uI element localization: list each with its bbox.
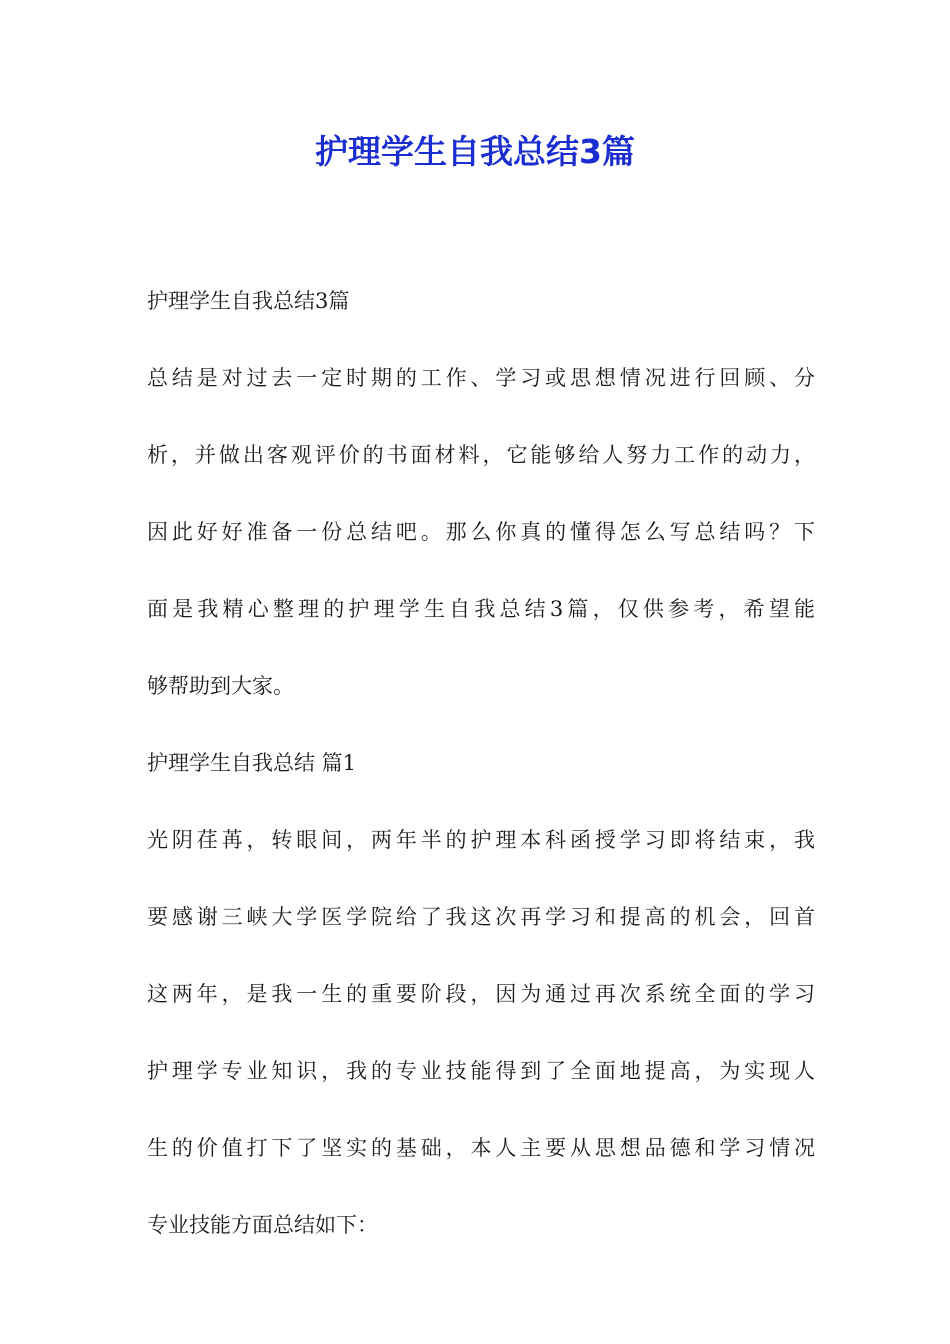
paragraph-line: 专业技能方面总结如下： [147,1213,378,1237]
paragraph-line: 因此好好准备一份总结吧。那么你真的懂得怎么写总结吗？下 [147,520,815,544]
paragraph-line: 总结是对过去一定时期的工作、学习或思想情况进行回顾、分 [147,366,815,390]
paragraph-line: 面是我精心整理的护理学生自我总结3篇，仅供参考，希望能 [147,597,815,621]
paragraph-line: 析，并做出客观评价的书面材料，它能够给人努力工作的动力， [147,443,815,467]
document-body [147,263,815,1264]
section-heading: 护理学生自我总结 篇1 [147,751,357,775]
paragraph-line: 光阴荏苒，转眼间，两年半的护理本科函授学习即将结束，我 [147,828,815,852]
paragraph-line: 够帮助到大家。 [147,674,294,698]
paragraph-line: 护理学专业知识，我的专业技能得到了全面地提高，为实现人 [147,1059,815,1083]
paragraph-line: 要感谢三峡大学医学院给了我这次再学习和提高的机会，回首 [147,905,815,929]
paragraph-line: 生的价值打下了坚实的基础，本人主要从思想品德和学习情况 [147,1136,815,1160]
paragraph-line: 这两年，是我一生的重要阶段，因为通过再次系统全面的学习 [147,982,815,1006]
intro-heading: 护理学生自我总结3篇 [147,289,350,313]
document-title: 护理学生自我总结3篇 [315,132,635,171]
